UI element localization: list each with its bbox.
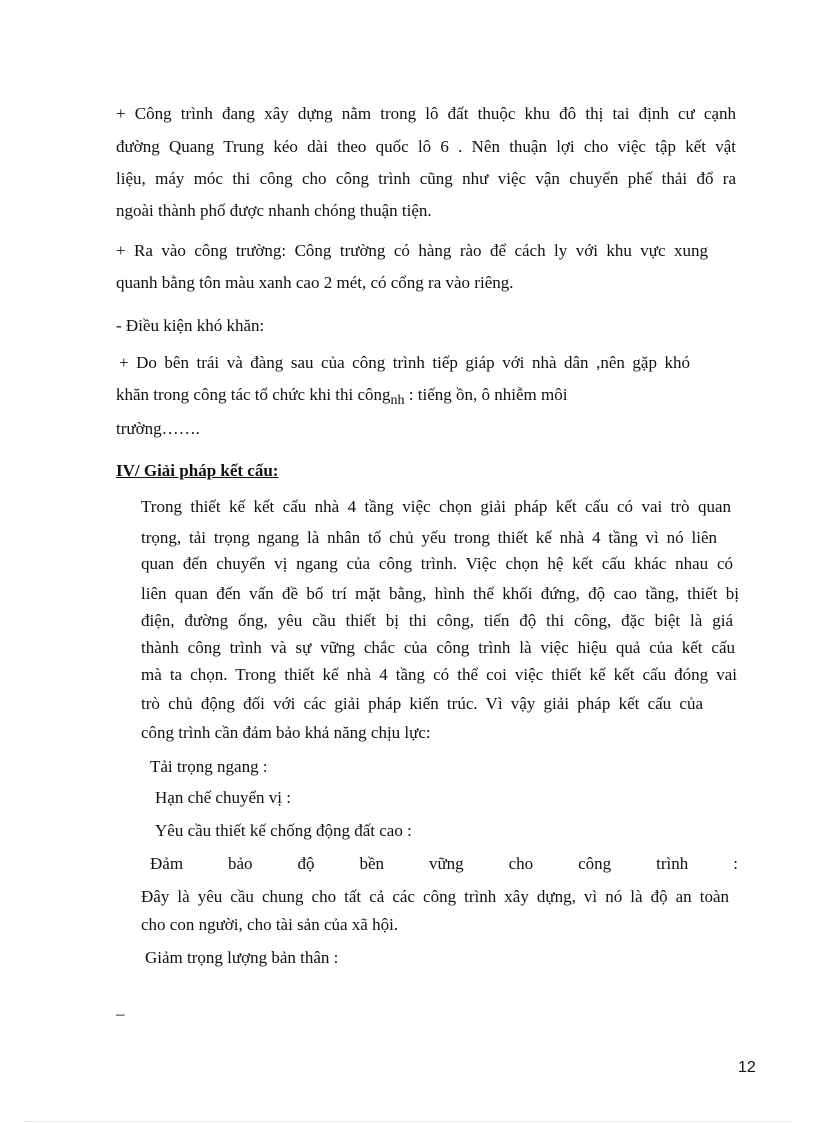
durability-word: bền (359, 854, 384, 873)
structure-paragraph-line-2: trọng, tải trọng ngang là nhân tố chủ yếu trong thiết kế nhà 4 tầng vì nó liên (141, 528, 717, 547)
difficulty-line-3: trường……. (116, 419, 200, 438)
durability-word: độ (297, 854, 315, 873)
difficulty-line-2-text: khăn trong công tác tổ chức khi thi công (116, 385, 391, 404)
site-paragraph-line-3: liệu, máy móc thi công cho công trình cũng như việc vận chuyển phế thải đổ ra (116, 169, 736, 188)
page-bottom-divider (24, 1121, 792, 1122)
durability-word: cho (508, 854, 534, 873)
durability-word: : (733, 854, 738, 873)
difficulty-line-2 (116, 384, 645, 408)
durability-word: bảo (228, 854, 253, 873)
structure-paragraph-line-4: liên quan đến vấn đề bố trí mặt bằng, hình thể khối đứng, độ cao tầng, thiết bị (141, 584, 739, 603)
requirement-horizontal-load: Tải trọng ngang : (150, 757, 268, 776)
durability-word: công (578, 854, 612, 873)
difficulty-line-1: + Do bên trái và đàng sau của công trình tiếp giáp với nhà dân ,nên gặp khó (119, 353, 690, 372)
access-paragraph-line-2: quanh bằng tôn màu xanh cao 2 mét, có cổng ra vào riêng. (116, 273, 514, 292)
difficulty-line-2-subscript: nh (390, 393, 405, 408)
section-heading: IV/ Giải pháp kết cấu: (116, 461, 279, 480)
site-paragraph-line-4: ngoài thành phố được nhanh chóng thuận tiện. (116, 201, 432, 220)
difficulty-line-2-tail: : tiếng ồn, ô nhiễm môi (404, 385, 568, 404)
structure-paragraph-line-5: điện, đường ống, yêu cầu thiết bị thi công, tiến độ thi công, đặc biệt là giá (141, 611, 733, 630)
structure-paragraph-line-1: Trong thiết kế kết cấu nhà 4 tầng việc chọn giải pháp kết cấu có vai trò quan (141, 497, 731, 516)
site-paragraph-line-2: đường Quang Trung kéo dài theo quốc lô 6 . Nên thuận lợi cho việc tập kết vật (116, 137, 736, 156)
structure-paragraph-line-8: trò chủ động đối với các giải pháp kiến trúc. Vì vậy giải pháp kết cấu của (141, 694, 703, 713)
requirement-displacement: Hạn chế chuyển vị : (155, 788, 291, 807)
structure-paragraph-line-3: quan đến chuyển vị ngang của công trình. Việc chọn hệ kết cấu khác nhau có (141, 554, 733, 573)
structure-paragraph-line-7: mà ta chọn. Trong thiết kế nhà 4 tầng có thể coi việc thiết kế kết cấu đóng vai (141, 665, 737, 684)
requirement-seismic: Yêu cầu thiết kế chống động đất cao : (155, 821, 412, 840)
requirement-durability (150, 853, 738, 875)
structure-paragraph-line-6: thành công trình và sự vững chắc của công trình là việc hiệu quả của kết cấu (141, 638, 735, 657)
durability-word: vững (428, 854, 464, 873)
access-paragraph-line-1: + Ra vào công trường: Công trường có hàng rào để cách ly với khu vực xung (116, 241, 708, 260)
trailing-dash: – (116, 1004, 125, 1023)
general-requirement-line-1: Đây là yêu cầu chung cho tất cả các công trình xây dựng, vì nó là độ an toàn (141, 887, 729, 906)
requirement-self-weight: Giảm trọng lượng bản thân : (145, 948, 339, 967)
durability-word: Đảm (150, 854, 184, 873)
difficulty-label: - Điều kiện khó khăn: (116, 316, 265, 335)
site-paragraph-line-1: + Công trình đang xây dựng nằm trong lô đất thuộc khu đô thị tai định cư cạnh (116, 104, 736, 123)
general-requirement-line-2: cho con người, cho tài sản của xã hội. (141, 915, 399, 934)
page-number: 12 (738, 1059, 756, 1076)
durability-word: trình (656, 854, 689, 873)
structure-paragraph-line-9: công trình cần đảm bảo khả năng chịu lực: (141, 723, 431, 742)
